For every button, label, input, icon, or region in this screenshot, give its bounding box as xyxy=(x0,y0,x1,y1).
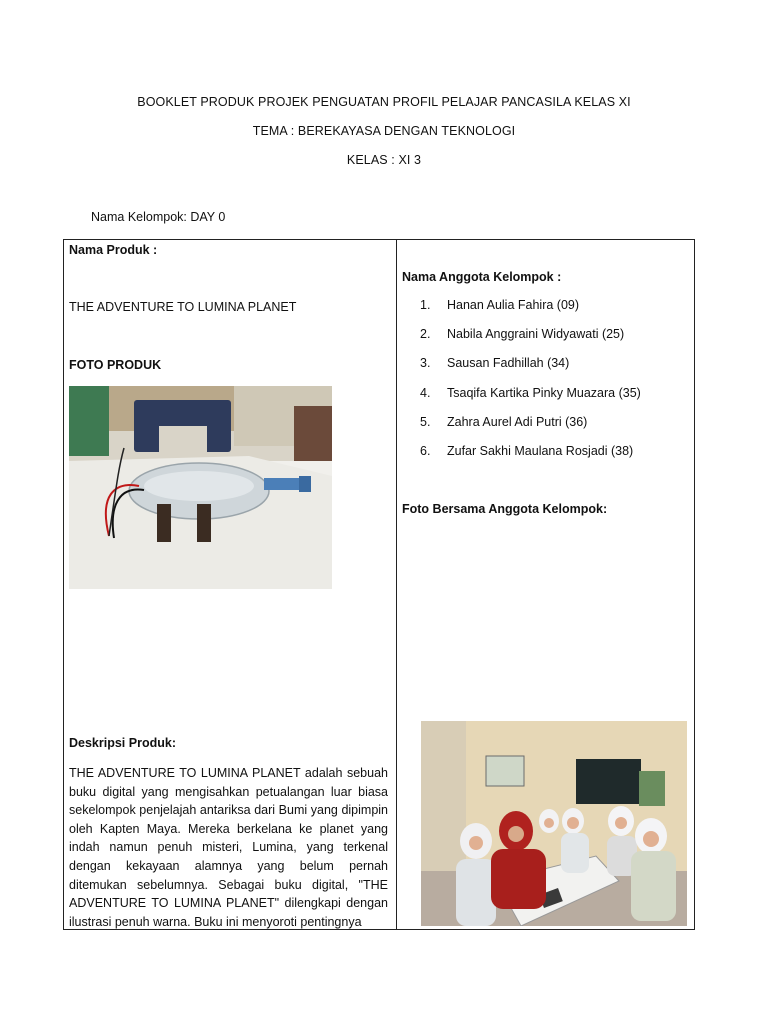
member-name: Zufar Sakhi Maulana Rosjadi (38) xyxy=(447,443,634,458)
member-name: Tsaqifa Kartika Pinky Muazara (35) xyxy=(447,385,641,400)
member-name: Sausan Fadhillah (34) xyxy=(447,356,570,371)
member-number: 3. xyxy=(420,356,431,371)
product-name: THE ADVENTURE TO LUMINA PLANET xyxy=(69,300,297,314)
column-divider xyxy=(396,240,397,929)
group-name: Nama Kelompok: DAY 0 xyxy=(91,210,226,224)
class-heading: KELAS : XI 3 xyxy=(346,153,422,167)
product-photo xyxy=(69,386,332,589)
members-label: Nama Anggota Kelompok : xyxy=(402,270,562,284)
member-name: Nabila Anggraini Widyawati (25) xyxy=(447,327,625,342)
member-number: 5. xyxy=(420,414,431,429)
product-table xyxy=(63,239,695,930)
member-name: Zahra Aurel Adi Putri (36) xyxy=(447,414,588,429)
product-photo-label: FOTO PRODUK xyxy=(69,358,162,372)
members-cell xyxy=(402,240,692,929)
product-cell xyxy=(69,240,389,929)
member-name: Hanan Aulia Fahira (09) xyxy=(447,298,580,312)
member-number: 2. xyxy=(420,327,431,342)
list-item xyxy=(420,356,641,385)
member-number: 4. xyxy=(420,385,431,400)
booklet-title: BOOKLET PRODUK PROJEK PENGUATAN PROFIL PELAJAR PANCASILA KELAS XI xyxy=(137,95,631,109)
description-label: Deskripsi Produk: xyxy=(69,736,176,750)
list-item xyxy=(420,415,641,444)
members-list xyxy=(420,298,641,473)
member-number: 1. xyxy=(420,298,431,312)
group-photo-label: Foto Bersama Anggota Kelompok: xyxy=(402,502,608,516)
product-description: THE ADVENTURE TO LUMINA PLANET adalah sebuah buku digital yang mengisahkan petualangan luar biasa sekelompok penjelajah antariksa dari Bumi yang dipimpin oleh Kapten Maya. Mereka berkelana ke planet yang indah namun penuh misteri, Lumina, yang terkenal dengan kekayaan alamnya yang belum pernah ditemukan sebelumnya. Sebagai buku digital, "THE ADVENTURE TO LUMINA PLANET" dilengkapi dengan ilustrasi penuh warna. Buku ini menyoroti pentingnya xyxy=(69,766,388,929)
product-name-label: Nama Produk : xyxy=(69,243,158,257)
list-item xyxy=(420,298,641,327)
member-number: 6. xyxy=(420,443,431,458)
theme-heading: TEMA : BEREKAYASA DENGAN TEKNOLOGI xyxy=(252,124,516,138)
list-item xyxy=(420,444,641,473)
group-photo xyxy=(421,721,687,926)
list-item xyxy=(420,386,641,415)
list-item xyxy=(420,327,641,356)
